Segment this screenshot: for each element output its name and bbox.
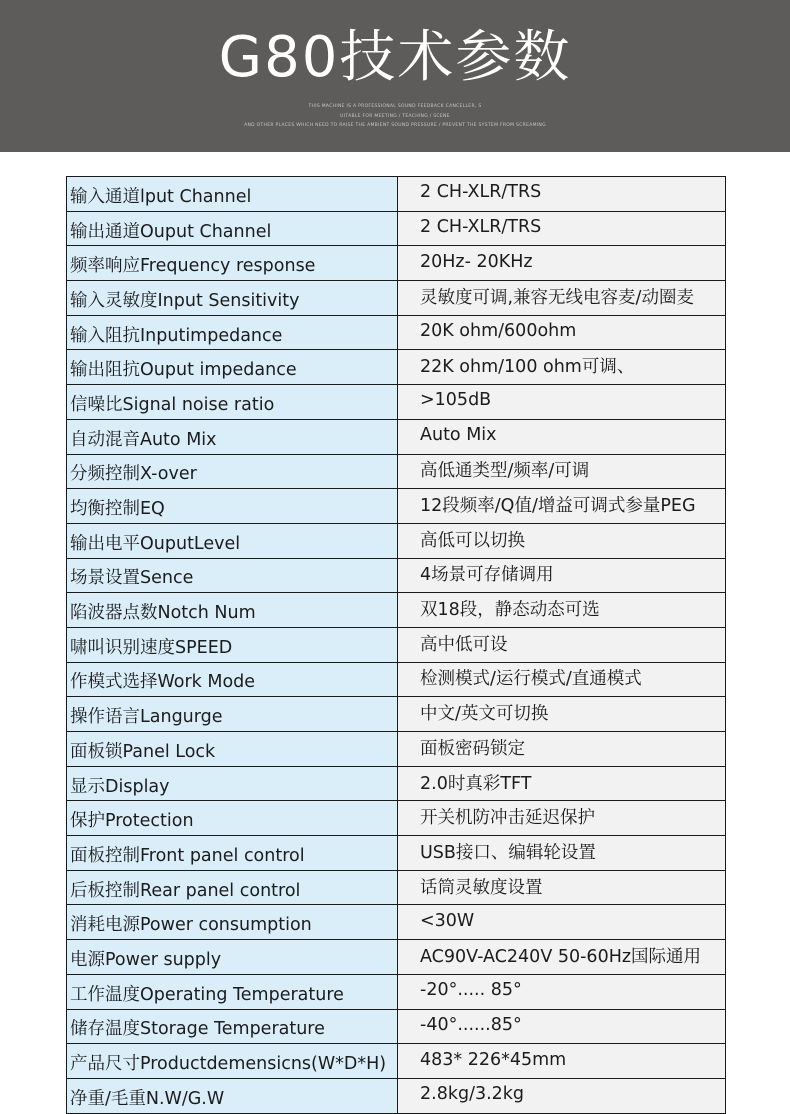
spec-label: 保护Protection: [67, 801, 398, 836]
table-row: [67, 177, 726, 212]
table-row: [67, 766, 726, 801]
spec-label: 频率响应Frequency response: [67, 246, 398, 281]
spec-value: 高中低可设: [398, 627, 726, 662]
spec-label: 输出通道Ouput Channel: [67, 211, 398, 246]
spec-value: 20K ohm/600ohm: [398, 315, 726, 350]
spec-label: 均衡控制EQ: [67, 489, 398, 524]
table-row: [67, 1078, 726, 1113]
spec-label: 自动混音Auto Mix: [67, 419, 398, 454]
spec-value: 20Hz- 20KHz: [398, 246, 726, 281]
table-row: [67, 211, 726, 246]
spec-label: 显示Display: [67, 766, 398, 801]
table-row: [67, 419, 726, 454]
spec-label: 工作温度Operating Temperature: [67, 974, 398, 1009]
spec-label: 输出阻抗Ouput impedance: [67, 350, 398, 385]
spec-table: [66, 176, 726, 1114]
spec-label: 储存温度Storage Temperature: [67, 1009, 398, 1044]
spec-value: 12段频率/Q值/增益可调式参量PEG: [398, 489, 726, 524]
table-row: [67, 523, 726, 558]
spec-label: 陷波器点数Notch Num: [67, 593, 398, 628]
banner-subtitle-line: UITABLE FOR MEETING / TEACHING / SCENE: [340, 113, 450, 119]
spec-value: 双18段，静态动态可选: [398, 593, 726, 628]
table-row: [67, 1044, 726, 1079]
spec-label: 分频控制X-over: [67, 454, 398, 489]
spec-label: 消耗电源Power consumption: [67, 905, 398, 940]
table-row: [67, 662, 726, 697]
spec-label: 操作语言Langurge: [67, 697, 398, 732]
header-banner: [0, 0, 790, 152]
spec-value: 面板密码锁定: [398, 732, 726, 767]
spec-label: 面板控制Front panel control: [67, 836, 398, 871]
spec-value: 高低可以切换: [398, 523, 726, 558]
spec-label: 信噪比Signal noise ratio: [67, 385, 398, 420]
spec-value: 2 CH-XLR/TRS: [398, 177, 726, 212]
spec-label: 面板锁Panel Lock: [67, 732, 398, 767]
banner-subtitle-line: THIS MACHINE IS A PROFESSIONAL SOUND FEEDBACK CANCELLER, S: [308, 104, 482, 109]
table-row: [67, 732, 726, 767]
spec-value: 灵敏度可调,兼容无线电容麦/动圈麦: [398, 281, 726, 316]
spec-label: 净重/毛重N.W/G.W: [67, 1078, 398, 1113]
spec-label: 电源Power supply: [67, 940, 398, 975]
spec-label: 输入通道lput Channel: [67, 177, 398, 212]
table-row: [67, 974, 726, 1009]
spec-value: Auto Mix: [398, 419, 726, 454]
spec-value: >105dB: [398, 385, 726, 420]
spec-value: -20°..... 85°: [398, 974, 726, 1009]
table-row: [67, 350, 726, 385]
table-row: [67, 593, 726, 628]
spec-value: 中文/英文可切换: [398, 697, 726, 732]
spec-label: 输出电平OuputLevel: [67, 523, 398, 558]
spec-label: 后板控制Rear panel control: [67, 870, 398, 905]
spec-value: AC90V-AC240V 50-60Hz国际通用: [398, 940, 726, 975]
table-row: [67, 940, 726, 975]
table-row: [67, 905, 726, 940]
table-row: [67, 697, 726, 732]
table-row: [67, 454, 726, 489]
table-row: [67, 1009, 726, 1044]
table-row: [67, 627, 726, 662]
spec-label: 输入阻抗Inputimpedance: [67, 315, 398, 350]
spec-value: 高低通类型/频率/可调: [398, 454, 726, 489]
spec-label: 作模式选择Work Mode: [67, 662, 398, 697]
spec-value: 检测模式/运行模式/直通模式: [398, 662, 726, 697]
table-row: [67, 385, 726, 420]
spec-table-body: [67, 177, 726, 1114]
spec-value: 2 CH-XLR/TRS: [398, 211, 726, 246]
spec-value: 2.8kg/3.2kg: [398, 1078, 726, 1113]
table-row: [67, 870, 726, 905]
spec-label: 场景设置Sence: [67, 558, 398, 593]
banner-subtitle-line: AND OTHER PLACES WHICH NEED TO RAISE THE AMBIENT SOUND PRESSURE / PREVENT THE SYSTEM FROM SCREAMING: [244, 123, 546, 128]
table-row: [67, 836, 726, 871]
spec-value: <30W: [398, 905, 726, 940]
spec-value: 话筒灵敏度设置: [398, 870, 726, 905]
table-row: [67, 489, 726, 524]
spec-value: 2.0时真彩TFT: [398, 766, 726, 801]
spec-label: 啸叫识别速度SPEED: [67, 627, 398, 662]
table-row: [67, 801, 726, 836]
banner-subtitle: [0, 102, 790, 131]
spec-value: 22K ohm/100 ohm可调、: [398, 350, 726, 385]
spec-label: 输入灵敏度Input Sensitivity: [67, 281, 398, 316]
spec-label: 产品尺寸Productdemensicns(W*D*H): [67, 1044, 398, 1079]
spec-value: 483* 226*45mm: [398, 1044, 726, 1079]
spec-value: USB接口、编辑轮设置: [398, 836, 726, 871]
spec-value: 开关机防冲击延迟保护: [398, 801, 726, 836]
spec-value: 4场景可存储调用: [398, 558, 726, 593]
page-title: G80技术参数: [218, 25, 572, 90]
table-row: [67, 315, 726, 350]
table-row: [67, 281, 726, 316]
table-row: [67, 246, 726, 281]
table-row: [67, 558, 726, 593]
spec-value: -40°......85°: [398, 1009, 726, 1044]
